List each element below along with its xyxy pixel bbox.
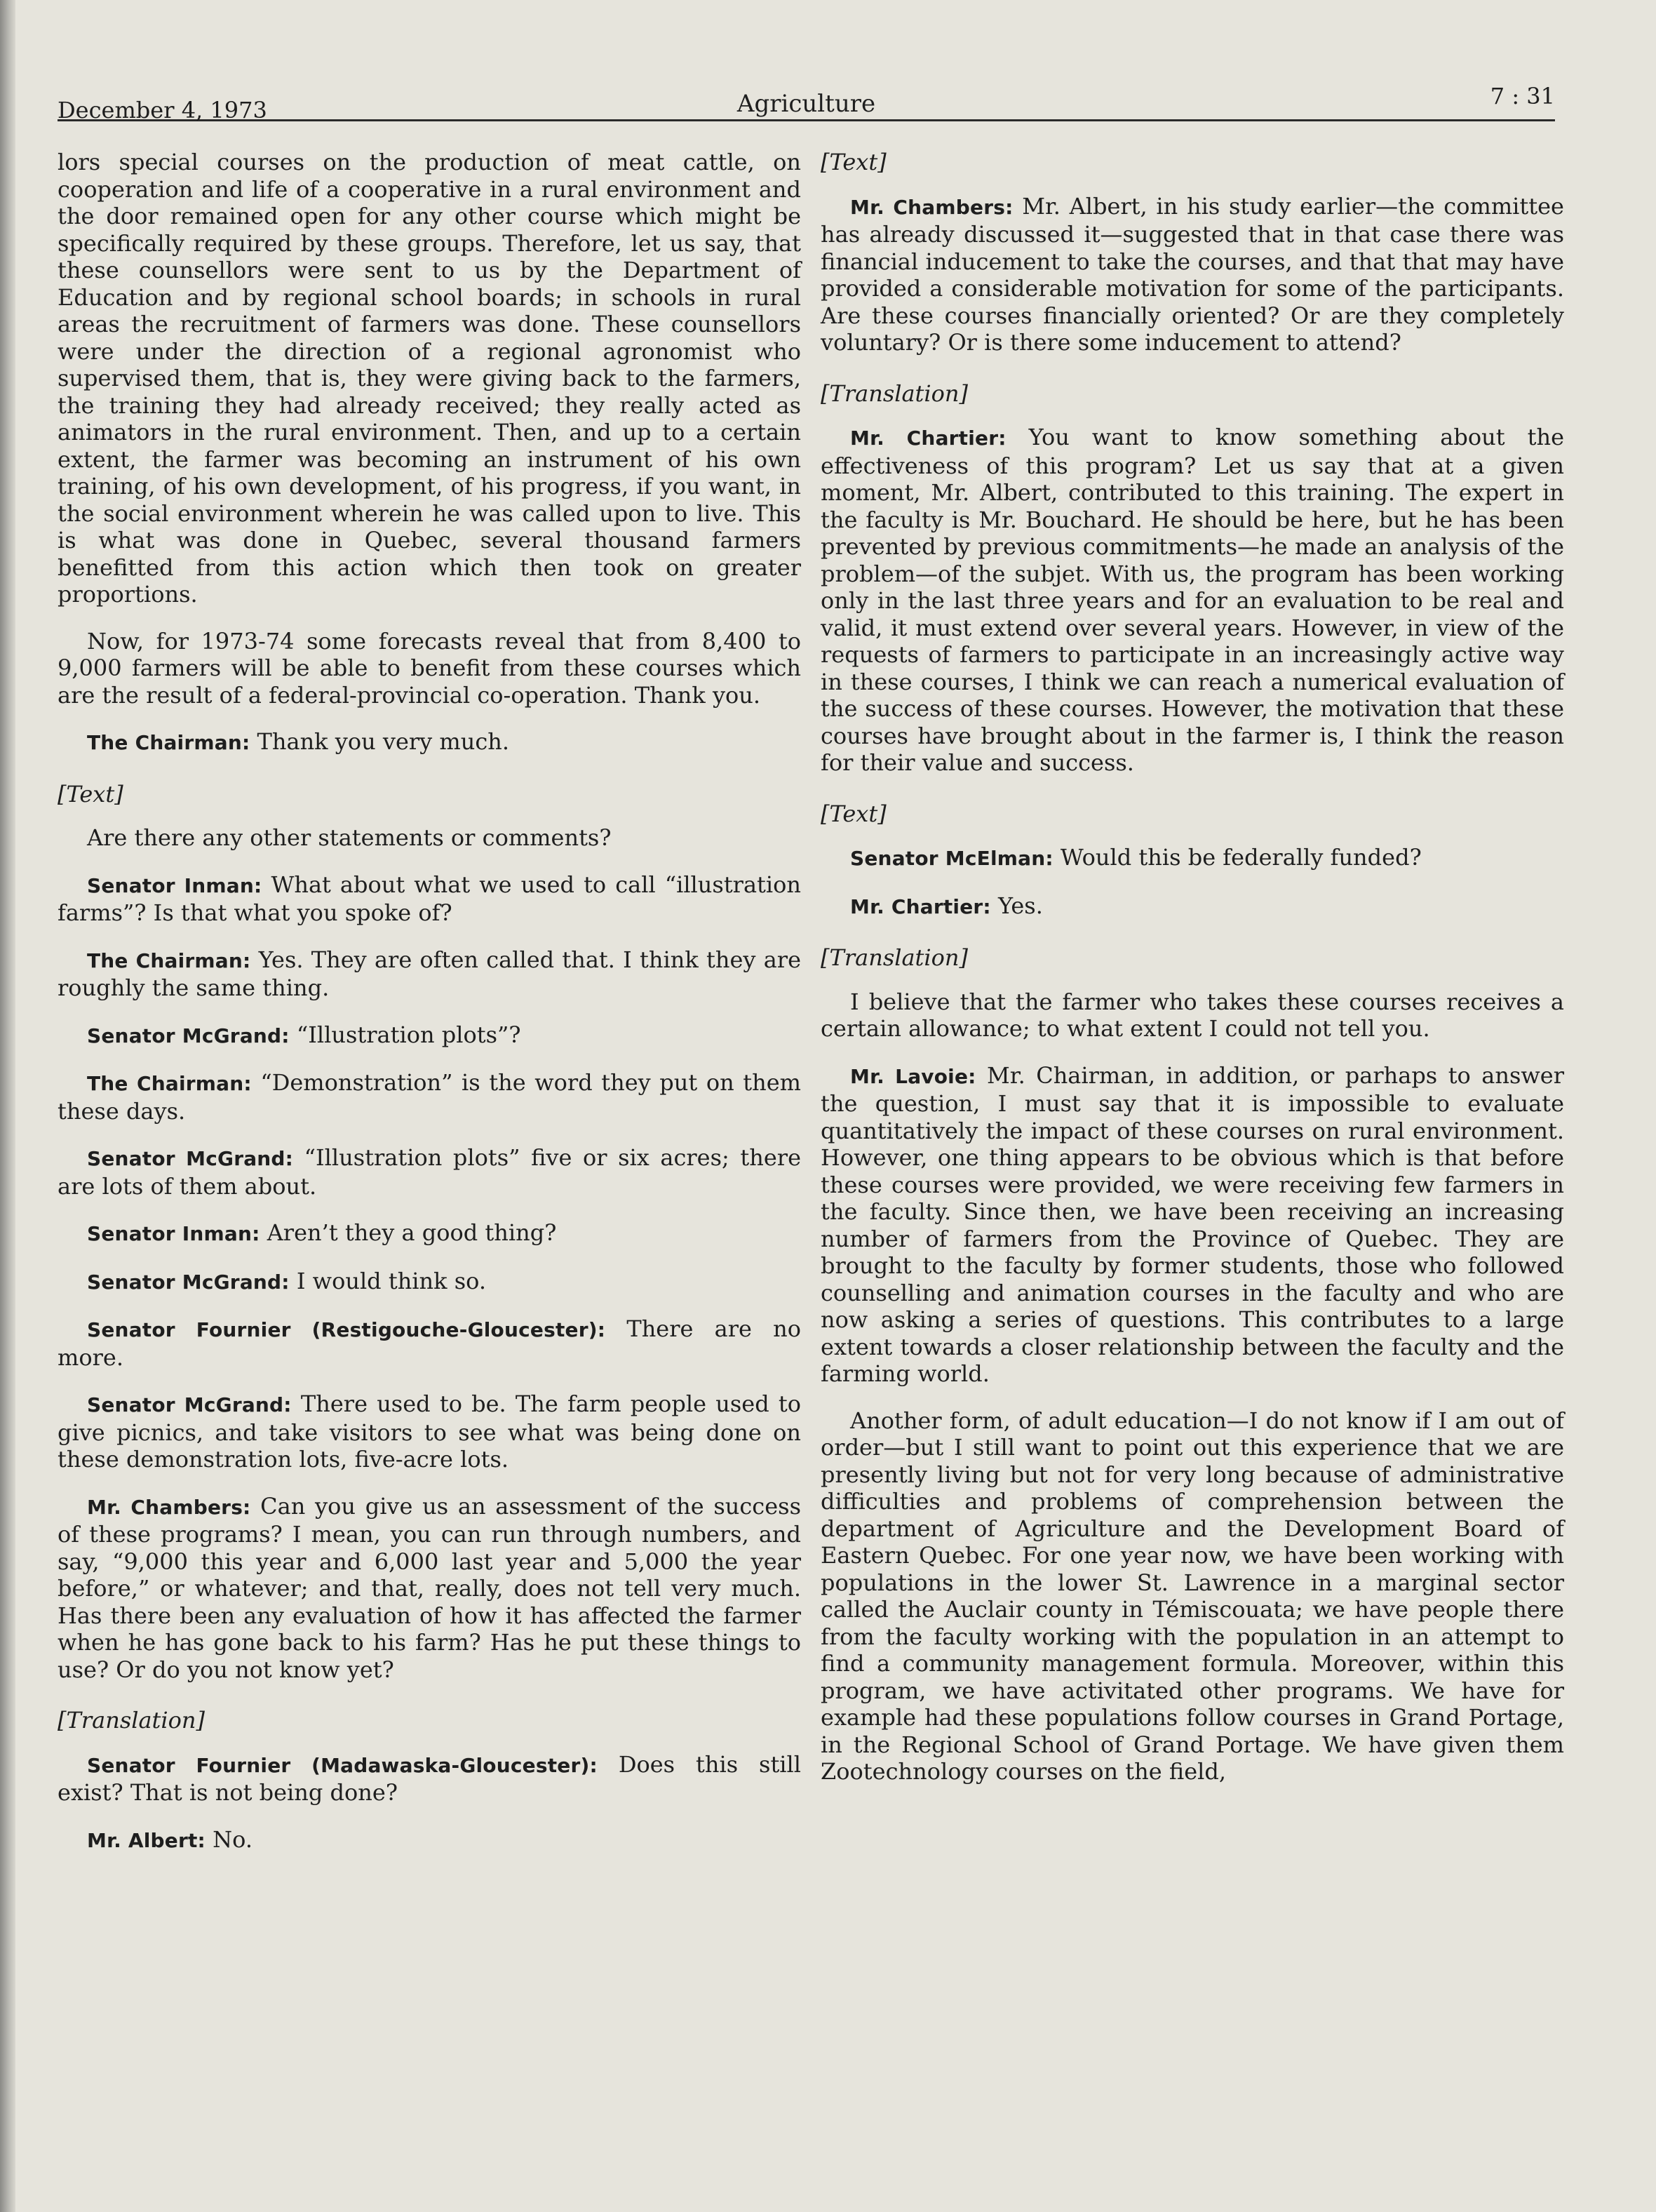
speaker-name: Senator McElman: bbox=[850, 847, 1053, 870]
header-title: Agriculture bbox=[736, 90, 876, 118]
paragraph-text: Are there any other statements or comments? bbox=[87, 824, 612, 851]
page-edge-shadow bbox=[0, 0, 15, 2212]
paragraph-text: “Illustration plots” five or six acres; there are lots of them about. bbox=[58, 1144, 802, 1200]
speaker-name: The Chairman: bbox=[87, 1072, 252, 1095]
speaker-name: Senator Fournier (Madawaska-Gloucester): bbox=[87, 1753, 598, 1777]
speaker-name: Senator Inman: bbox=[87, 1222, 260, 1245]
paragraph-text: Now, for 1973-74 some forecasts reveal that from 8,400 to 9,000 farmers will be able to benefit from these courses which are the result of a federal-provincial co-operation. Thank you. bbox=[58, 627, 801, 709]
paragraph-text: What about what we used to call “illustration farms”? Is that what you spoke of? bbox=[58, 871, 802, 926]
paragraph-text: Yes. bbox=[998, 892, 1043, 919]
transcript-paragraph bbox=[58, 149, 801, 608]
section-language-tag: [Translation] bbox=[821, 380, 968, 407]
speaker-paragraph bbox=[58, 1751, 801, 1807]
header-date: December 4, 1973 bbox=[58, 97, 267, 123]
paragraph-text: “Illustration plots”? bbox=[296, 1021, 521, 1048]
paragraph-text: Thank you very much. bbox=[257, 728, 510, 755]
speaker-paragraph bbox=[821, 193, 1564, 356]
header-page-number: 7 : 31 bbox=[1490, 83, 1555, 109]
paragraph-text: Would this be federally funded? bbox=[1060, 844, 1422, 871]
paragraph-text: I believe that the farmer who takes these courses receives a certain allowance; to what extent I could not tell you. bbox=[821, 988, 1564, 1042]
speaker-paragraph bbox=[58, 1268, 801, 1296]
speaker-name: Mr. Chartier: bbox=[850, 894, 991, 918]
speaker-paragraph bbox=[58, 871, 801, 927]
speaker-name: Senator McGrand: bbox=[87, 1270, 290, 1294]
speaker-name: Mr. Chambers: bbox=[87, 1495, 251, 1519]
transcript-paragraph bbox=[821, 988, 1564, 1043]
speaker-name: The Chairman: bbox=[87, 731, 250, 754]
speaker-paragraph bbox=[821, 892, 1564, 921]
section-language-tag: [Text] bbox=[58, 780, 123, 807]
paragraph-text: Yes. They are often called that. I think they are roughly the same thing. bbox=[58, 946, 802, 1001]
paragraph-text: Does this still exist? That is not being done? bbox=[58, 1750, 802, 1806]
paragraph-text: You want to know something about the effectiveness of this program? Let us say that at a given moment, Mr. Albert, contributed to this training. The expert in the faculty is Mr. Bouchard. He should be here, but he has been prevented by previous commitments—he made an analysis of the problem—of the subjet. With us, the program has been working only in the last three years and for an evaluation to be real and valid, it must extend over several years. However, in view of the requests of farmers to participate in an increasingly active way in these courses, I think we can reach a numerical evaluation of the success of these courses. However, the motivation that these courses have brought about in the farmer is, I think the reason for their value and success. bbox=[821, 424, 1565, 776]
speaker-name: Senator McGrand: bbox=[87, 1393, 292, 1416]
speaker-paragraph bbox=[58, 946, 801, 1002]
left-column bbox=[58, 149, 801, 1874]
section-language-tag: [Text] bbox=[821, 800, 887, 827]
speaker-name: Mr. Chartier: bbox=[850, 427, 1007, 450]
speaker-name: Mr. Chambers: bbox=[850, 195, 1014, 219]
page-header bbox=[58, 70, 1555, 121]
speaker-paragraph bbox=[58, 728, 801, 757]
speaker-paragraph bbox=[58, 1826, 801, 1855]
section-language-tag: [Text] bbox=[821, 149, 887, 175]
speaker-paragraph bbox=[58, 1219, 801, 1248]
speaker-paragraph bbox=[58, 1069, 801, 1125]
paragraph-text: Another form, of adult education—I do not know if I am out of order—but I still want to point out this experience that we are presently living but not for very long because of administrative difficulties and problems of comprehension between the department of Agriculture and the Development Board of Eastern Quebec. For one year now, we have been working with populations in the lower St. Lawrence in a marginal sector called the Auclair county in Témiscouata; we have people there from the faculty working with the population in an attempt to find a community management formula. Moreover, within this program, we have activitated other programs. We have for example had these populations follow courses in Grand Portage, in the Regional School of Grand Portage. We have given them Zootechnology courses on the field, bbox=[821, 1407, 1564, 1785]
paragraph-text: I would think so. bbox=[296, 1267, 486, 1294]
speaker-name: Mr. Albert: bbox=[87, 1828, 206, 1852]
speaker-paragraph bbox=[58, 1315, 801, 1371]
speaker-paragraph bbox=[58, 1144, 801, 1200]
speaker-name: Senator Inman: bbox=[87, 873, 262, 897]
speaker-name: Senator Fournier (Restigouche-Gloucester): bbox=[87, 1318, 606, 1341]
transcript-paragraph bbox=[58, 628, 801, 709]
speaker-name: Senator McGrand: bbox=[87, 1024, 290, 1047]
speaker-paragraph bbox=[821, 844, 1564, 873]
section-language-tag: [Translation] bbox=[821, 944, 968, 971]
paragraph-text: There are no more. bbox=[58, 1315, 802, 1371]
speaker-name: Mr. Lavoie: bbox=[850, 1064, 976, 1088]
transcript-paragraph bbox=[58, 824, 801, 852]
transcript-paragraph bbox=[821, 1407, 1564, 1785]
paragraph-text: Aren’t they a good thing? bbox=[267, 1219, 557, 1246]
paragraph-text: Can you give us an assessment of the success of these programs? I mean, you can run through numbers, and say, “9,000 this year and 6,000 last year and 5,000 the year before,” or whatever; and that, really, does not tell very much. Has there been any evaluation of how it has affected the farmer when he has gone back to his farm? Has he put these things to use? Or do you not know yet? bbox=[58, 1492, 801, 1683]
speaker-paragraph bbox=[821, 1062, 1564, 1388]
speaker-name: The Chairman: bbox=[87, 949, 251, 972]
speaker-name: Senator McGrand: bbox=[87, 1147, 294, 1170]
paragraph-text: lors special courses on the production of meat cattle, on cooperation and life of a cooperative in a rural environment and the door remained open for any other course which might be specifically required by these groups. Therefore, let us say, that these counsellors were sent to us by the Department of Education and by regional school boards; in schools in rural areas the recruitment of farmers was done. These counsellors were under the direction of a regional agronomist who supervised them, that is, they were giving back to the farmers, the training they had already received; they really acted as animators in the rural environment. Then, and up to a certain extent, the farmer was becoming an instrument of his own training, of his own development, of his progress, if you want, in the social environment wherein he was called upon to live. This is what was done in Quebec, several thousand farmers benefitted from this action which then took on greater proportions. bbox=[58, 149, 801, 608]
speaker-paragraph bbox=[821, 424, 1564, 777]
speaker-paragraph bbox=[58, 1021, 801, 1050]
paragraph-text: Mr. Chairman, in addition, or parhaps to answer the question, I must say that it is impossible to evaluate quantitatively the impact of these courses on rural environment. However, one thing appears to be obvious which is that before these courses were provided, we were receiving few farmers in the faculty. Since then, we have been receiving an increasing number of farmers from the Province of Quebec. They are brought to the faculty by former students, those who followed counselling and animation courses in the faculty and who are now asking a series of questions. This contributes to a large extent towards a closer relationship between the faculty and the farming world. bbox=[821, 1061, 1565, 1387]
section-language-tag: [Translation] bbox=[58, 1707, 205, 1734]
paragraph-text: Mr. Albert, in his study earlier—the committee has already discussed it—suggested that in that case there was financial inducement to take the courses, and that that may have provided a considerable motivation for some of the participants. Are these courses financially oriented? Or are they completely voluntary? Or is there some inducement to attend? bbox=[821, 192, 1564, 356]
paragraph-text: No. bbox=[213, 1825, 253, 1853]
paragraph-text: “Demonstration” is the word they put on them these days. bbox=[58, 1069, 802, 1125]
speaker-paragraph bbox=[58, 1493, 801, 1684]
right-column bbox=[821, 149, 1564, 1805]
speaker-paragraph bbox=[58, 1390, 801, 1473]
paragraph-text: There used to be. The farm people used to give picnics, and take visitors to see what was being done on these demonstration lots, five-acre lots. bbox=[58, 1390, 802, 1473]
